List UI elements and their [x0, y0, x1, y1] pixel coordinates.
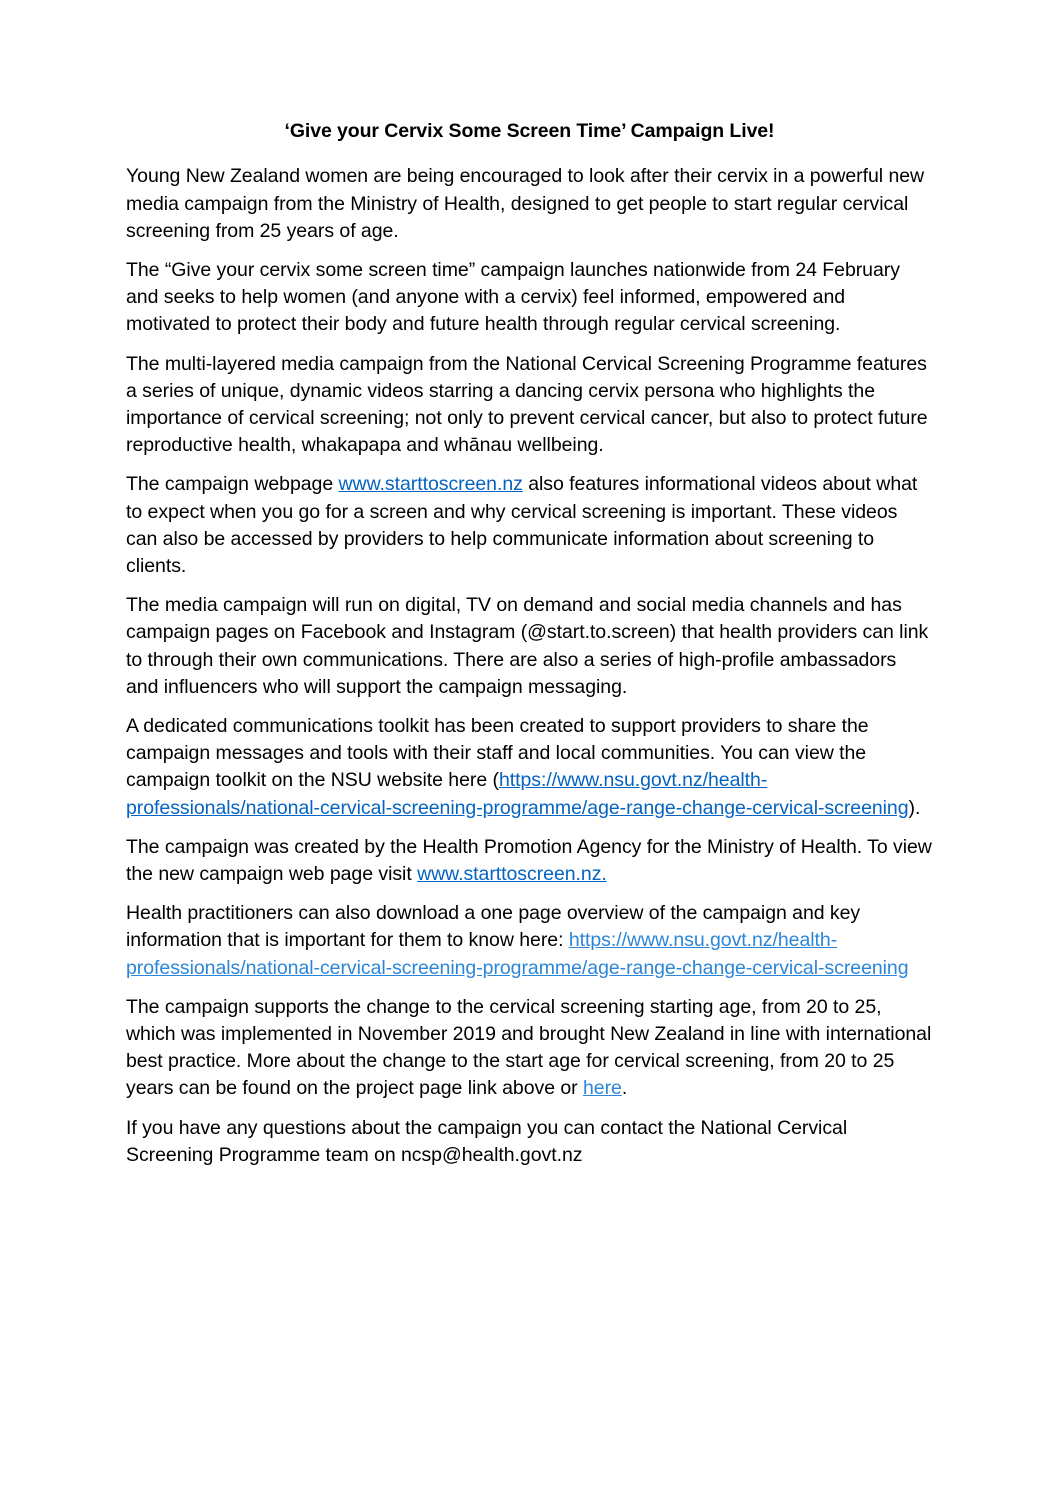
paragraph-created-by [126, 834, 933, 888]
paragraph-launch-text: The “Give your cervix some screen time” campaign launches nationwide from 24 February and seeks to help women (and anyone with a cervix) feel informed, empowered and motivated to protect their body and future health through regular cervical screening. [126, 258, 900, 336]
paragraph-contact [126, 1115, 933, 1169]
paragraph-multi-layered-text: The multi-layered media campaign from the National Cervical Screening Programme features a series of unique, dynamic videos starring a dancing cervix persona who highlights the importance of cervical screening; not only to prevent cervical cancer, but also to protect future reproductive health, whakapapa and whānau wellbeing. [126, 352, 928, 457]
paragraph-multi-layered [126, 351, 933, 460]
link-nsu-overview[interactable]: https://www.nsu.govt.nz/health-professionals/national-cervical-screening-programme/age-range-change-cervical-screening [126, 929, 909, 979]
paragraph-practitioners-prefix: Health practitioners can also download a one page overview of the campaign and key information that is important for them to know here: [126, 902, 861, 952]
paragraph-intro-text: Young New Zealand women are being encouraged to look after their cervix in a powerful new media campaign from the Ministry of Health, designed to get people to start regular cervical screening from 25 years of age. [126, 165, 925, 242]
paragraph-age-change-prefix: The campaign supports the change to the cervical screening starting age, from 20 to 25, which was implemented in November 2019 and brought New Zealand in line with international best practice. More about the change to the start age for cervical screening, from 20 to 25 years can be found on the project page link above or [126, 995, 932, 1100]
paragraph-contact-text: If you have any questions about the campaign you can contact the National Cervical Screening Programme team on ncsp@health.govt.nz [126, 1116, 848, 1166]
page-title: ‘Give your Cervix Some Screen Time’ Campaign Live! [284, 120, 775, 142]
paragraph-launch [126, 257, 933, 339]
link-starttoscreen-secondary[interactable]: www.starttoscreen.nz. [417, 862, 607, 885]
paragraph-practitioners [126, 900, 933, 982]
paragraph-age-change-suffix: . [621, 1077, 628, 1100]
document-body [126, 118, 933, 1181]
paragraph-webpage [126, 471, 933, 580]
paragraph-media-channels [126, 592, 933, 701]
paragraph-intro [126, 163, 933, 245]
paragraph-toolkit [126, 713, 933, 822]
paragraph-toolkit-suffix: ). [908, 796, 921, 819]
paragraph-created-by-prefix: The campaign was created by the Health Promotion Agency for the Ministry of Health. To view the new campaign web page visit [126, 835, 932, 885]
paragraph-age-change [126, 994, 933, 1103]
link-starttoscreen-primary[interactable]: www.starttoscreen.nz [338, 473, 523, 496]
link-nsu-toolkit[interactable]: https://www.nsu.govt.nz/health-professionals/national-cervical-screening-programme/age-range-change-cervical-screening [126, 769, 909, 819]
paragraph-webpage-prefix: The campaign webpage [126, 473, 339, 496]
paragraph-media-channels-text: The media campaign will run on digital, TV on demand and social media channels and has campaign pages on Facebook and Instagram (@start.to.screen) that health providers can link to through their own communications. There are also a series of high-profile ambassadors and influencers who will support the campaign messaging. [126, 594, 929, 698]
paragraph-webpage-suffix: also features informational videos about what to expect when you go for a screen and why cervical screening is important. These videos can also be accessed by providers to help communicate information about screening to clients. [126, 473, 918, 577]
paragraph-toolkit-prefix: A dedicated communications toolkit has been created to support providers to share the campaign messages and tools with their staff and local communities. You can view the campaign toolkit on the NSU website here ( [126, 714, 869, 792]
link-here[interactable]: here [583, 1077, 622, 1100]
